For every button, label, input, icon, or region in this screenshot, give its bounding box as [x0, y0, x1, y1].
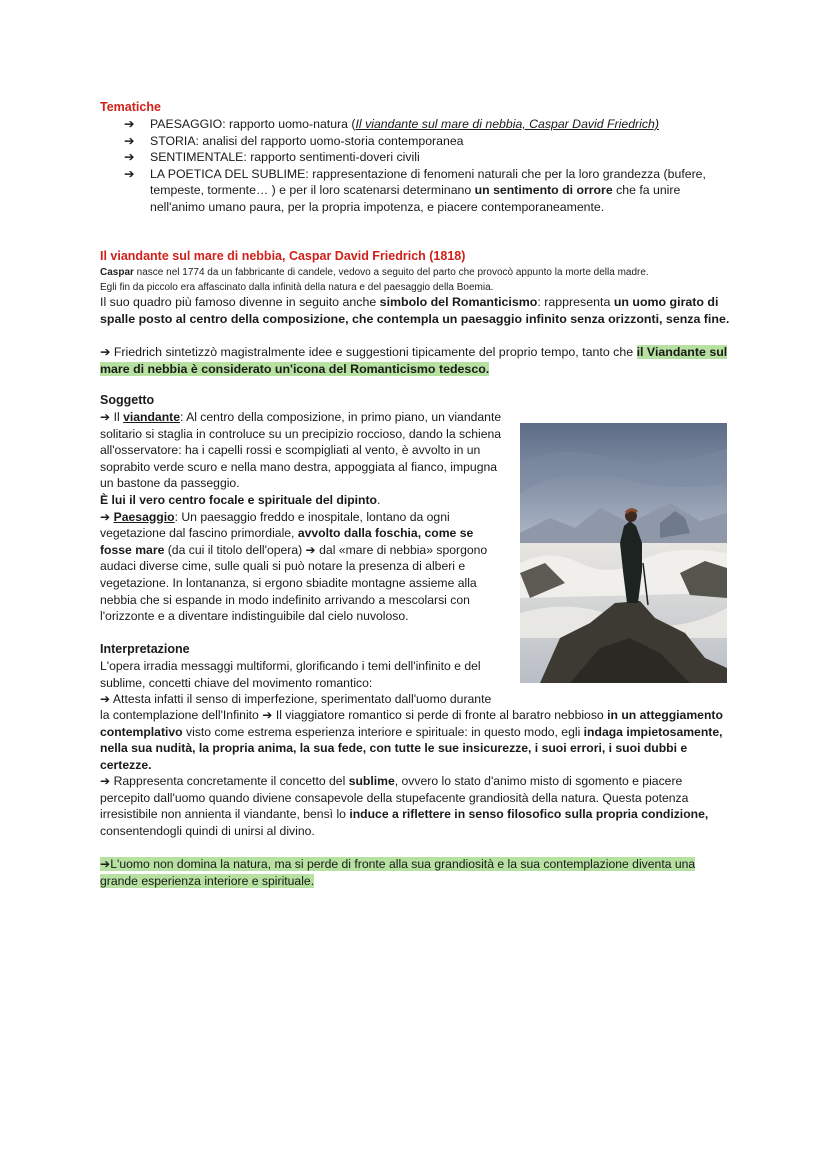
highlighted-text: ➔L'uomo non domina la natura, ma si perde di fronte alla sua grandiosità e la sua contemplazione diventa una grande esperienza interiore e spirituale. [100, 857, 696, 888]
wanderer-painting-image [520, 423, 727, 683]
text-run: : rappresenta [537, 295, 614, 309]
text-run: ➔ Attesta infatti il senso di imperfezione, sperimentato dall'uomo durante [100, 692, 492, 707]
list-item-text: STORIA: analisi del rapporto uomo-storia contemporanea [150, 133, 464, 148]
list-item-text: SENTIMENTALE: rapporto sentimenti-doveri civili [150, 150, 420, 165]
viandante-heading: Il viandante sul mare di nebbia, Caspar David Friedrich (1818) [100, 249, 466, 263]
list-item [124, 133, 724, 150]
text-run: : Al centro della composizione, in primo piano, un viandante solitario si staglia in controluce su un precipizio roccioso, dando la schiena all'osservatore: ha i capelli rossi e scompigliati al vento, è avvolto in un soprabito verde scuro e nella mano destra, appoggiata al fianco, impugna un bastone da passeggio. [100, 410, 502, 491]
list-item [124, 116, 724, 133]
text-run: L'opera irradia messaggi multiformi, glorificando i temi dell'infinito e del sublime, concetti chiave del movimento romantico: [100, 659, 481, 690]
interpretazione-intro [100, 658, 505, 708]
text-run: (da cui il titolo dell'opera) ➔ dal «mare di nebbia» sporgono audaci diverse cime, sulle quali si può notare la presenza di alberi e vegetazione. In lontananza, si ergono sbiadite montagne assieme alla nebbia che si espande in modo indefinito arrivando a mescolarsi con l'orizzonte e a diventare indistinguibile dal cielo nuvoloso. [100, 542, 488, 624]
bio-text-2: Egli fin da piccolo era affascinato dalla infinità della natura e del paesaggio della Boemia. [100, 282, 494, 293]
text-bold: un uomo girato di spalle posto al centro della composizione, che contempla un paesaggio infinito senza orizzonti, senza fine. [100, 295, 730, 326]
list-item-tail: che fa unire nell'animo umano paura, per la propria impotenza, e piacere contemporaneamente. [150, 183, 681, 214]
arrow-icon: ➔ [124, 133, 135, 148]
paesaggio-label: Paesaggio [113, 509, 175, 524]
text-run: , ovvero lo stato d'animo misto di sgomento e piacere percepito dall'uomo quando diviene consapevole della stupefacente grandiosità della natura. Questa potenza irresistibile non annienta il viandante, bensì lo [100, 774, 689, 822]
biography-text [100, 265, 740, 295]
list-item [124, 149, 724, 166]
friedrich-paragraph [100, 344, 730, 378]
text-run: ➔ Rappresenta concretamente il concetto del [100, 774, 349, 788]
tematiche-heading: Tematiche [100, 100, 161, 114]
highlighted-text: il Viandante sul mare di nebbia è considerato un'icona del Romanticismo tedesco. [100, 345, 728, 376]
text-bold: avvolto dalla foschia, come se fosse mare [100, 526, 474, 557]
attesta-paragraph [100, 707, 730, 773]
text-bold: indaga impietosamente, nella sua nudità, la propria anima, la sua fede, con tutte le sue insicurezze, i suoi errori, i suoi dubbi e certezze. [100, 724, 723, 772]
tematiche-list [124, 116, 724, 216]
text-run: consentendogli quindi di unirsi al divino. [100, 823, 315, 838]
list-item-bold: un sentimento di orrore [474, 183, 613, 198]
text-run: ➔ Il [100, 410, 124, 424]
soggetto-heading: Soggetto [100, 393, 155, 407]
famous-painting-paragraph [100, 294, 730, 328]
text-bold: sublime [348, 774, 395, 788]
text-run: Il suo quadro più famoso divenne in seguito anche [100, 295, 380, 309]
list-item-text: PAESAGGIO: rapporto uomo-natura ( [150, 117, 356, 131]
arrow-icon: ➔ [124, 166, 135, 181]
text-bold: simbolo del Romanticismo [379, 295, 538, 309]
list-item [124, 166, 724, 216]
text-bold: È lui il vero centro focale e spirituale del dipinto [100, 492, 377, 507]
soggetto-body [100, 409, 505, 625]
conclusion-paragraph [100, 856, 730, 889]
arrow-icon: ➔ [124, 117, 135, 131]
bio-text: nasce nel 1774 da un fabbricante di candele, vedovo a seguito del parto che provocò appunto la morte della madre. [133, 267, 649, 278]
viandante-label: viandante [123, 410, 180, 424]
painting-reference-link[interactable]: Il viandante sul mare di nebbia, Caspar David Friedrich) [355, 117, 659, 131]
text-run: ➔ Friedrich sintetizzò magistralmente idee e suggestioni tipicamente del proprio tempo, tanto che [100, 345, 637, 359]
list-item-text: LA POETICA DEL SUBLIME: rappresentazione di fenomeni naturali che per la loro grandezza (bufere, tempeste, tormente… ) e per il loro scatenarsi determinano [150, 166, 706, 198]
text-run: : Un paesaggio freddo e inospitale, lontano da ogni vegetazione dal fascino primordiale, [100, 509, 450, 541]
bio-name: Caspar [100, 267, 134, 278]
text-run: . [377, 492, 381, 507]
text-run: la contemplazione dell'Infinito ➔ Il viaggiatore romantico si perde di fronte al baratro nebbioso [100, 708, 608, 722]
text-run: visto come estrema esperienza interiore e spirituale: in questo modo, egli [182, 724, 584, 739]
text-bold: induce a riflettere in senso filosofico sulla propria condizione, [349, 807, 709, 822]
arrow-icon: ➔ [124, 150, 135, 165]
text-bold: in un atteggiamento contemplativo [100, 708, 723, 739]
rappresenta-paragraph [100, 773, 730, 839]
interpretazione-heading: Interpretazione [100, 642, 190, 656]
text-run: ➔ [100, 509, 114, 524]
